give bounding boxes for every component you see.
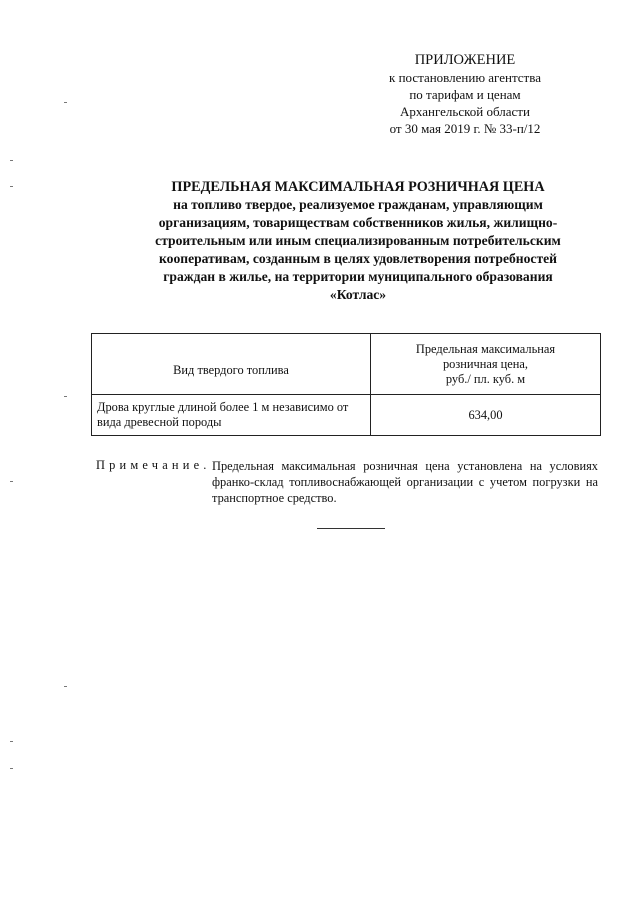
appendix-line: Архангельской области: [400, 104, 530, 119]
document-title: [108, 178, 608, 304]
appendix-line: от 30 мая 2019 г. № 33-п/12: [389, 121, 541, 136]
title-main: ПРЕДЕЛЬНАЯ МАКСИМАЛЬНАЯ РОЗНИЧНАЯ ЦЕНА: [171, 179, 545, 195]
appendix-line: по тарифам и ценам: [409, 87, 521, 102]
appendix-block: [330, 52, 600, 137]
closing-rule: [317, 528, 385, 529]
scan-mark: [64, 102, 67, 103]
cell-fuel-type: [92, 395, 371, 436]
title-line: граждан в жилье, на территории муниципального образования: [163, 269, 553, 284]
scan-mark: [10, 160, 13, 161]
header-fuel-type: Вид твердого топлива: [92, 334, 371, 395]
note-text: Предельная максимальная розничная цена установлена на условиях франко-склад топливоснабжающей организации с учетом погрузки на транспортное средство.: [212, 459, 598, 505]
title-line: строительным или иным специализированным потребительским: [155, 233, 561, 248]
scan-mark: [10, 481, 13, 482]
header-price: [371, 334, 601, 395]
scan-mark: [64, 686, 67, 687]
title-line: кооперативам, созданным в целях удовлетворения потребностей: [159, 251, 557, 266]
scan-mark: [10, 741, 13, 742]
table-row: [92, 395, 601, 436]
cell-fuel-line: Дрова круглые длиной более 1 м независимо от: [97, 400, 349, 414]
price-table: [91, 333, 601, 436]
scan-mark: [10, 768, 13, 769]
header-price-line: руб./ пл. куб. м: [445, 371, 526, 386]
header-price-line: Предельная максимальная: [415, 341, 556, 356]
cell-price: 634,00: [371, 395, 601, 436]
scan-mark: [64, 396, 67, 397]
cell-fuel-line: вида древесной породы: [97, 415, 222, 429]
header-price-line: розничная цена,: [442, 356, 529, 371]
title-line: «Котлас»: [329, 287, 387, 302]
note-label: Примечание.: [96, 458, 211, 472]
appendix-heading: ПРИЛОЖЕНИЕ: [414, 52, 516, 68]
title-line: организациям, товариществам собственников жилья, жилищно-: [158, 215, 558, 230]
scan-mark: [10, 186, 13, 187]
appendix-line: к постановлению агентства: [389, 70, 541, 85]
title-line: на топливо твердое, реализуемое гражданам, управляющим: [173, 197, 543, 212]
table-header-row: [92, 334, 601, 395]
